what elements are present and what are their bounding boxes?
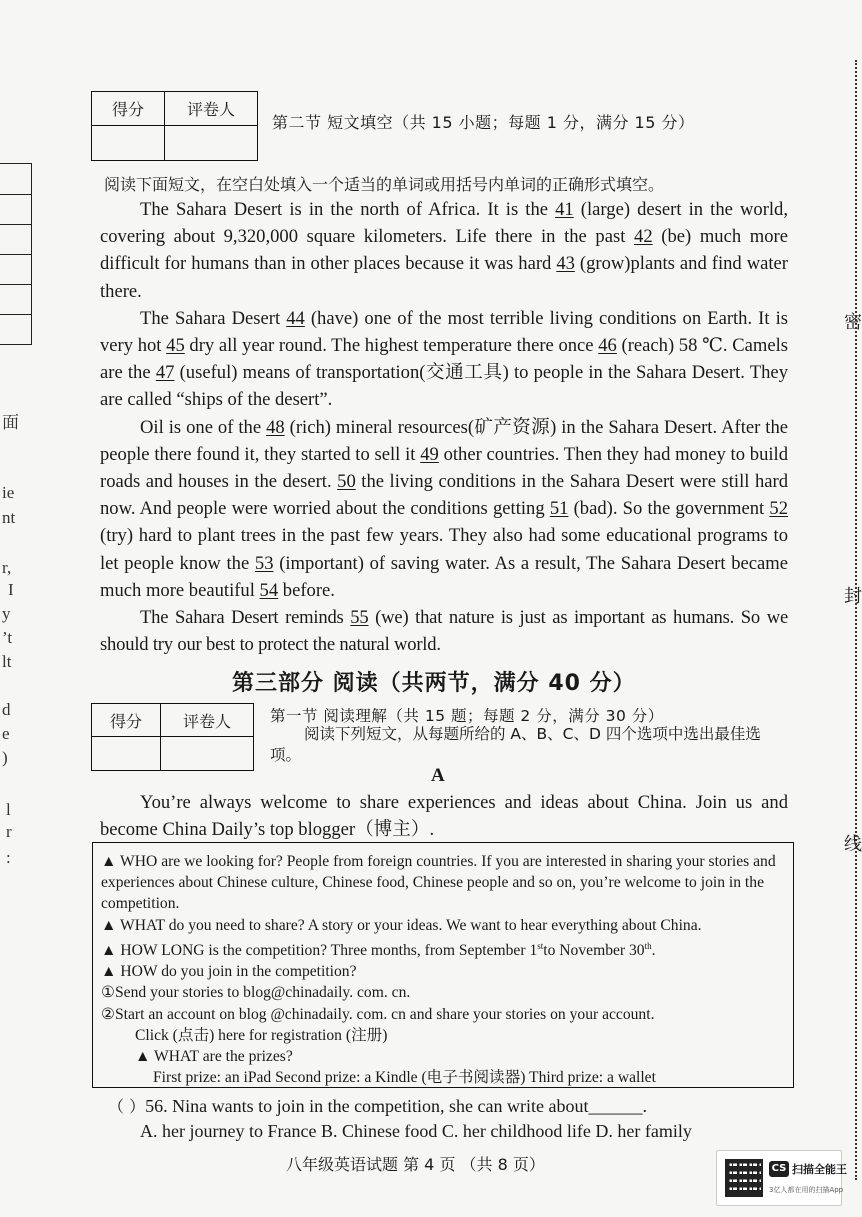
margin-fragment: y [2,604,11,623]
cloze-passage [100,196,788,658]
info-option-email: ①Send your stories to blog@chinadaily. com. cn. [101,984,411,1002]
blank-46[interactable]: 46 [598,335,617,357]
scanner-app-name: 扫描全能王 [792,1163,847,1176]
section2-title: 第二节 短文填空（共 15 小题；每题 1 分，满分 15 分） [272,113,695,132]
blank-47[interactable]: 47 [155,362,175,384]
margin-fragment: : [6,848,11,867]
info-how-long: ▲ HOW LONG is the competition? Three months, from September 1stto November 30th. [101,940,656,959]
score-table [91,703,254,771]
score-label: 得分 [92,704,161,737]
binding-dotted-line [855,60,857,1180]
margin-fragment: nt [2,508,16,527]
grader-label: 评卷人 [165,92,258,126]
info-prize-list: First prize: an iPad Second prize: a Kindle (电子书阅读器) Third prize: a wallet [153,1069,656,1087]
passage-paragraph: The Sahara Desert is in the north of Africa. It is the 41 (large) desert in the world, covering about 9,320,000 square kilometers. Life there in the past 42 (be) much more difficult for humans than in other places because it was hard 43 (grow)plants and find water there. [100,199,789,302]
margin-line [0,224,31,225]
info-who: ▲ WHO are we looking for? People from foreign countries. If you are interested in sharing your stories and experiences about Chinese culture, Chinese food, Chinese people and so on, you’re welcome to join in the competition. [101,853,776,913]
info-what: ▲ WHAT do you need to share? A story or your ideas. We want to hear everything about China. [101,916,702,934]
binding-seal-char: 密 [844,312,862,333]
blank-44[interactable]: 44 [286,307,305,329]
margin-line [0,284,31,285]
margin-fragment: l [6,800,11,819]
scanner-tagline: 3亿人都在用的扫描App [769,1186,844,1194]
competition-info-box [92,842,794,1088]
margin-fragment: ’t [2,628,13,647]
margin-fragment: ) [2,748,8,767]
question-stem: 56. Nina wants to join in the competition, she can write about______. [145,1096,648,1116]
margin-fragment: r [6,822,12,841]
section2-instruction: 阅读下面短文，在空白处填入一个适当的单词或用括号内单词的正确形式填空。 [104,175,665,194]
question-56 [108,1094,647,1117]
margin-fragment: d [2,700,11,719]
qr-code-icon [725,1159,763,1197]
blank-54[interactable]: 54 [259,579,279,601]
blank-43[interactable]: 43 [556,253,575,275]
score-label: 得分 [92,92,165,126]
margin-fragment: lt [2,652,12,671]
grader-label: 评卷人 [161,704,254,737]
margin-line [0,194,31,195]
left-margin-frame [0,163,32,345]
score-cell[interactable] [92,126,165,161]
passage-paragraph: Oil is one of the 48 (rich) mineral resources(矿产资源) in the Sahara Desert. After the people there found it, they started to sell it 49 other countries. Then they had money to build roads and houses in the desert. 50 the living conditions in the Sahara Desert were still hard now. And people were worried about the conditions getting 51 (bad). So the government 52 (try) hard to plant trees in the past few years. They also had some educational programs to let people know the 53 (important) of saving water. As a result, The Sahara Desert became much more beautiful 54 before. [100,416,789,601]
section1-title: 第一节 阅读理解（共 15 题；每题 2 分，满分 30 分） [270,707,664,725]
info-how: ▲ HOW do you join in the competition? [101,963,357,981]
part3-title: 第三部分 阅读（共两节，满分 40 分） [232,671,636,696]
blank-42[interactable]: 42 [634,226,653,248]
margin-fragment: ie [2,483,15,502]
info-option-account: ②Start an account on blog @chinadaily. com. cn and share your stories on your account. [101,1005,655,1023]
blank-55[interactable]: 55 [350,607,369,629]
blank-49[interactable]: 49 [420,443,439,465]
margin-fragment: r, [2,558,12,577]
margin-line [0,254,31,255]
blank-51[interactable]: 51 [549,498,569,520]
margin-fragment: 面 [2,413,19,433]
binding-seal-char: 封 [844,586,862,607]
question-56-options: A. her journey to France B. Chinese food C. her childhood life D. her family [140,1121,692,1141]
margin-line [0,314,31,315]
camscanner-logo-icon: CS [769,1161,789,1177]
blank-53[interactable]: 53 [254,552,274,574]
blank-52[interactable]: 52 [769,498,788,520]
page-footer: 八年级英语试题 第 4 页 （共 8 页） [286,1155,545,1174]
grader-cell[interactable] [161,737,254,771]
blank-50[interactable]: 50 [337,471,356,493]
blank-48[interactable]: 48 [266,416,285,438]
scanner-badge [716,1150,847,1206]
grader-cell[interactable] [165,126,258,161]
registration-link[interactable]: Click (点击) here for registration (注册) [135,1026,388,1044]
passage-letter: A [431,765,445,786]
passage-paragraph: The Sahara Desert 44 (have) one of the most terrible living conditions on Earth. It is very hot 45 dry all year round. The highest temperature there once 46 (reach) 58 ℃. Camels are the 47 (useful) means of transportation(交通工具) to people in the Sahara Desert. They are called “ships of the desert”. [100,307,789,411]
answer-bracket[interactable]: （ ） [108,1097,146,1116]
info-prizes: ▲ WHAT are the prizes? [135,1048,293,1066]
score-cell[interactable] [92,737,161,771]
blank-41[interactable]: 41 [555,199,574,220]
section1-instruction: 阅读下列短文，从每题所给的 A、B、C、D 四个选项中选出最佳选项。 [270,725,761,764]
binding-seal-char: 线 [844,834,862,855]
blank-45[interactable]: 45 [166,335,185,357]
margin-fragment: e [2,724,10,743]
passage-paragraph: The Sahara Desert reminds 55 (we) that nature is just as important as humans. So we should try our best to protect the natural world. [100,607,788,656]
margin-fragment: I [8,580,14,599]
score-table [91,91,258,161]
passage-intro: You’re always welcome to share experiences and ideas about China. Join us and become China Daily’s top blogger（博主）. [100,792,788,841]
